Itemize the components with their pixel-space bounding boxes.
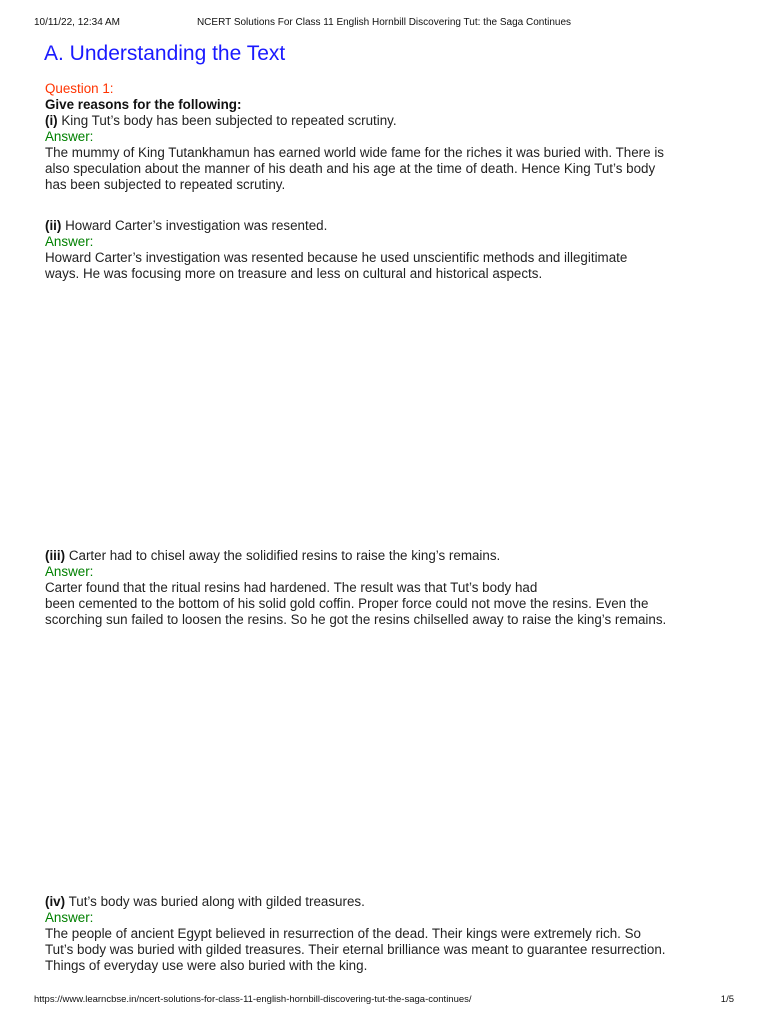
item-text-iv: Tut’s body was buried along with gilded treasures. — [68, 894, 365, 909]
answer-label-iv: Answer: — [45, 910, 94, 925]
item-block-iii — [45, 548, 730, 628]
item-text-iii: Carter had to chisel away the solidified resins to raise the king’s remains. — [68, 548, 501, 563]
answer-line: Howard Carter’s investigation was resented because he used unscientific methods and illegitimate — [45, 250, 628, 265]
answer-line: ways. He was focusing more on treasure and less on cultural and historical aspects. — [45, 266, 543, 281]
question-block — [45, 81, 730, 193]
answer-label-i: Answer: — [45, 129, 94, 144]
answer-line: The mummy of King Tutankhamun has earned world wide fame for the riches it was buried with. There is — [45, 145, 664, 160]
print-datetime: 10/11/22, 12:34 AM — [34, 17, 120, 28]
item-text-ii: Howard Carter’s investigation was resented. — [65, 218, 328, 233]
question-label: Question 1: — [45, 81, 114, 96]
item-question-i — [45, 113, 730, 129]
item-text-i: King Tut’s body has been subjected to repeated scrutiny. — [61, 113, 397, 128]
item-number-i: (i) — [45, 113, 58, 128]
answer-line: been cemented to the bottom of his solid gold coffin. Proper force could not move the resins. Even the — [45, 596, 649, 611]
answer-line: The people of ancient Egypt believed in resurrection of the dead. Their kings were extremely rich. So — [45, 926, 641, 941]
print-header — [34, 16, 734, 30]
item-question-iv — [45, 894, 730, 910]
item-question-ii — [45, 218, 730, 234]
item-number-iv: (iv) — [45, 894, 66, 909]
answer-line: has been subjected to repeated scrutiny. — [45, 177, 286, 192]
question-instruction: Give reasons for the following: — [45, 97, 242, 112]
item-number-iii: (iii) — [45, 548, 66, 563]
answer-line: also speculation about the manner of his death and his age at the time of death. Hence King Tut’s body — [45, 161, 656, 176]
answer-line: Carter found that the ritual resins had hardened. The result was that Tut’s body had — [45, 580, 538, 595]
item-block-iv — [45, 894, 730, 974]
item-question-iii — [45, 548, 730, 564]
section-heading: A. Understanding the Text — [44, 42, 286, 65]
answer-label-iii: Answer: — [45, 564, 94, 579]
item-number-ii: (ii) — [45, 218, 62, 233]
answer-line: Things of everyday use were also buried with the king. — [45, 958, 368, 973]
print-page-title: NCERT Solutions For Class 11 English Hornbill Discovering Tut: the Saga Continues — [196, 17, 572, 28]
answer-line: Tut’s body was buried with gilded treasures. Their eternal brilliance was meant to guarantee resurrection. — [45, 942, 666, 957]
page-number: 1/5 — [720, 994, 734, 1005]
item-block-ii — [45, 218, 730, 282]
print-url: https://www.learncbse.in/ncert-solutions-for-class-11-english-hornbill-discovering-tut-the-saga-continues/ — [34, 994, 472, 1005]
print-footer — [34, 993, 734, 1007]
answer-line: scorching sun failed to loosen the resins. So he got the resins chilselled away to raise the king’s remains. — [45, 612, 667, 627]
answer-label-ii: Answer: — [45, 234, 94, 249]
